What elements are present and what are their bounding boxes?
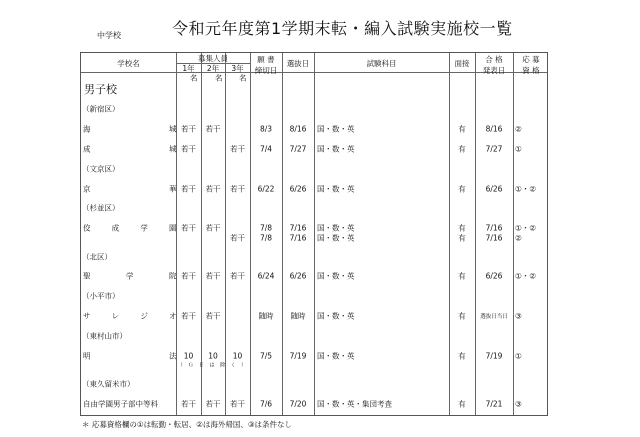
header-result: 合 格 発表日 — [482, 55, 506, 75]
header-subjects: 試験科目 — [366, 59, 397, 68]
cell-g2: 10 — [208, 351, 218, 361]
school-name-char: 園 — [169, 223, 177, 233]
cell-deadline: 7/5 — [259, 351, 273, 361]
school-name-char: レ — [111, 311, 120, 321]
cell-interview: 有 — [458, 271, 466, 281]
cell-selection: 7/20 — [289, 399, 307, 409]
cell-subjects: 国・数・英 — [317, 184, 355, 194]
cell-result: 6/26 — [485, 271, 503, 281]
cell-g1: 若干 — [181, 311, 196, 321]
header-interview: 面接 — [454, 59, 470, 68]
cell-interview: 有 — [458, 233, 466, 243]
cell-subjects: 国・数・英 — [317, 233, 355, 243]
area-label: （小平市） — [82, 291, 120, 301]
cell-selection: 7/27 — [289, 144, 307, 154]
cell-result: 選抜日当日 — [480, 314, 508, 320]
cell-interview: 有 — [458, 351, 466, 361]
cell-g3: 若干 — [230, 184, 245, 194]
school-name-char: 城 — [169, 144, 177, 154]
cell-qualification: ① — [515, 351, 522, 361]
unit-g3: 名 — [239, 73, 247, 83]
header-g3: 3年 — [231, 64, 244, 73]
cell-qualification: ①・② — [515, 271, 536, 281]
cell-qualification: ③ — [515, 311, 522, 321]
page-title: 令和元年度第1学期末転・編入試験実施校一覧 — [172, 19, 513, 38]
cell-g1: 10 — [183, 351, 194, 361]
cell-deadline: 7/8 — [259, 233, 273, 243]
school-name-char: 法 — [169, 351, 177, 361]
cell-result: 6/26 — [485, 184, 503, 194]
cell-selection: 8/16 — [289, 124, 307, 134]
cell-subjects: 国・数・英 — [317, 351, 355, 361]
cell-selection: 6/26 — [289, 271, 307, 281]
header-qualification: 応 募 資 格 — [522, 55, 540, 75]
cell-deadline: 7/4 — [259, 144, 273, 154]
cell-interview: 有 — [458, 184, 466, 194]
school-name-char: 城 — [169, 124, 177, 134]
school-name-char: 学 — [140, 223, 148, 233]
cell-deadline: 6/22 — [257, 184, 275, 194]
cell-g2: 若干 — [205, 271, 221, 281]
cell-g3: 若干 — [230, 399, 245, 409]
cell-subjects: 国・数・英 — [317, 124, 355, 134]
school-name-char: 院 — [169, 271, 177, 281]
cell-selection: 7/16 — [289, 223, 307, 233]
cell-g2: 若干 — [205, 223, 221, 233]
cell-interview: 有 — [458, 311, 466, 321]
cell-deadline: 6/24 — [257, 271, 275, 281]
cell-g3: 若干 — [230, 144, 245, 154]
school-name-char: 聖 — [83, 271, 91, 281]
cell-deadline: 随時 — [258, 311, 274, 321]
cell-g1: 若干 — [181, 144, 196, 154]
section-boys: 男子校 — [84, 83, 117, 96]
school-name-char: 成 — [111, 223, 120, 233]
cell-qualification: ①・② — [515, 223, 536, 233]
school-name-char: 京 — [83, 184, 91, 194]
cell-selection: 7/16 — [289, 233, 307, 243]
school-name-char: 明 — [83, 351, 91, 361]
cell-interview: 有 — [458, 399, 466, 409]
cell-qualification: ①・② — [515, 184, 536, 194]
cell-qualification: ① — [515, 144, 522, 154]
cell-interview: 有 — [458, 144, 466, 154]
cell-selection: 6/26 — [289, 184, 307, 194]
cell-g3: 10 — [232, 351, 243, 361]
cell-result: 7/27 — [485, 144, 503, 154]
cell-deadline: 8/3 — [259, 124, 273, 134]
area-label: （東村山市） — [82, 331, 127, 341]
header-recruit: 募集人員 — [198, 54, 228, 63]
cell-result: 7/19 — [485, 351, 503, 361]
cell-result: 8/16 — [485, 124, 503, 134]
cell-result: 7/21 — [485, 399, 503, 409]
recruit-note: （ Ｇ Ｅ は 除 く ） — [177, 362, 249, 369]
cell-g2: 若干 — [205, 184, 221, 194]
cell-g2: 若干 — [205, 399, 221, 409]
cell-interview: 有 — [458, 223, 466, 233]
unit-g2: 名 — [215, 73, 223, 83]
header-selection: 選抜日 — [286, 59, 310, 68]
header-g2: 2年 — [206, 64, 220, 73]
footnote: ＊ 応募資格欄の①は転勤・転居、②は海外帰国、③は条件なし — [82, 420, 293, 429]
cell-g1: 若干 — [181, 124, 196, 134]
cell-g2: 若干 — [205, 311, 221, 321]
header-g1: 1年 — [182, 64, 195, 73]
cell-g2: 若干 — [205, 124, 221, 134]
cell-qualification: ③ — [515, 399, 522, 409]
cell-subjects: 国・数・英 — [317, 223, 355, 233]
area-label: （新宿区） — [82, 104, 120, 114]
cell-g3: 若干 — [230, 271, 245, 281]
cell-selection: 随時 — [290, 311, 306, 321]
area-label: （東久留米市） — [82, 379, 135, 389]
cell-g1: 若干 — [181, 184, 196, 194]
school-name-char: 海 — [83, 124, 91, 134]
header-school: 学校名 — [117, 59, 140, 68]
school-name-char: オ — [169, 311, 177, 321]
school-name-char: サ — [83, 311, 91, 321]
cell-result: 7/16 — [485, 223, 503, 233]
header-deadline: 願 書 締切日 — [254, 55, 278, 75]
cell-subjects: 国・数・英 — [317, 311, 355, 321]
school-name-char: 学 — [126, 271, 134, 281]
cell-result: 7/16 — [485, 233, 503, 243]
cell-subjects: 国・数・英 — [317, 144, 355, 154]
schools-table — [80, 52, 548, 416]
cell-deadline: 7/6 — [259, 399, 273, 409]
cell-g1: 若干 — [181, 399, 196, 409]
area-label: （文京区） — [82, 164, 120, 174]
cell-qualification: ② — [515, 233, 522, 243]
cell-interview: 有 — [458, 124, 466, 134]
school-name-char: 華 — [169, 184, 177, 194]
cell-selection: 7/19 — [289, 351, 307, 361]
school-name-char: 佼 — [83, 223, 91, 233]
school-name-char: ジ — [140, 311, 148, 321]
cell-deadline: 7/8 — [259, 223, 273, 233]
area-label: （北区） — [82, 252, 112, 262]
category-label: 中学校 — [97, 31, 121, 40]
unit-g1: 名 — [190, 73, 198, 83]
school-name-char: 自由学園男子部中等科 — [83, 399, 158, 409]
cell-g1: 若干 — [181, 271, 196, 281]
cell-subjects: 国・数・英 — [317, 271, 355, 281]
cell-g1: 若干 — [181, 223, 196, 233]
area-label: （杉並区） — [82, 203, 120, 213]
school-name-char: 成 — [83, 144, 91, 154]
cell-qualification: ② — [515, 124, 522, 134]
cell-subjects: 国・数・英・集団考査 — [317, 399, 392, 409]
cell-g3: 若干 — [230, 233, 245, 243]
